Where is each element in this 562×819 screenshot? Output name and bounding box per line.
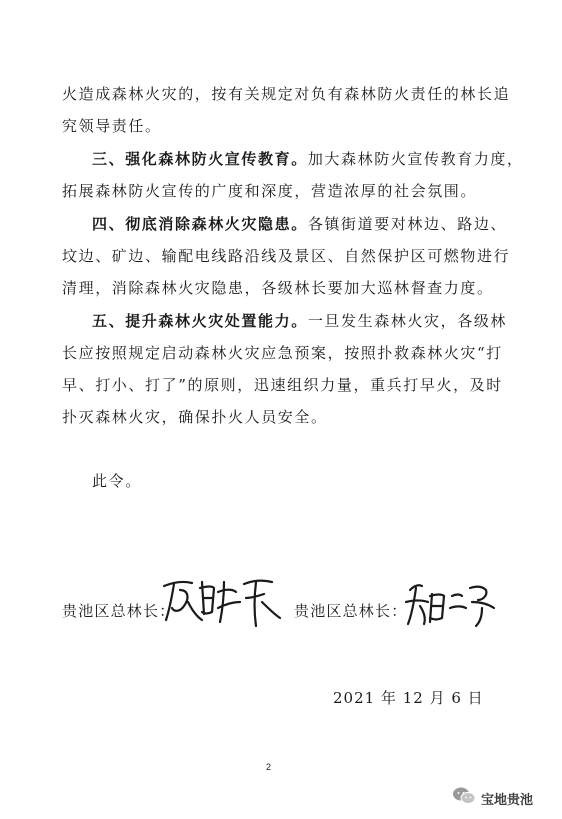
left-signature (158, 568, 288, 628)
left-signature-label: 贵池区总林长： (62, 602, 176, 620)
section-four (92, 214, 507, 234)
section-five (92, 311, 507, 331)
closing-text: 此令。 (92, 472, 142, 490)
paragraph-text: 一旦发生森林火灾，各级林 (307, 312, 508, 330)
watermark-text: 宝地贵池 (481, 792, 534, 808)
paragraph-text: 加大森林防火宣传教育力度， (307, 150, 524, 168)
paragraph-line: 火造成森林火灾的，按有关规定对负有森林防火责任的林长追 (62, 85, 511, 103)
paragraph-text: 各镇街道要对林边、路边、 (307, 215, 508, 233)
section-three (92, 149, 524, 169)
section-three-heading: 三、强化森林防火宣传教育。 (92, 150, 308, 168)
account-watermark (452, 786, 533, 810)
page-number: 2 (266, 762, 272, 772)
paragraph-line: 早、打小、打了”的原则，迅速组织力量，重兵打早火，及时 (62, 376, 503, 394)
document-date: 2021 年 12 月 6 日 (333, 689, 484, 707)
paragraph-line: 拓展森林防火宣传的广度和深度，营造浓厚的社会氛围。 (62, 182, 478, 200)
paragraph-line: 长应按照规定启动森林火灾应急预案，按照扑救森林火灾“打 (62, 344, 503, 362)
paragraph-line: 坟边、矿边、输配电线路沿线及景区、自然保护区可燃物进行 (62, 247, 511, 265)
paragraph-line: 清理，消除森林火灾隐患，各级林长要加大巡林督查力度。 (62, 279, 494, 297)
right-signature (402, 578, 504, 630)
right-signature-label: 贵池区总林长： (294, 602, 408, 620)
section-five-heading: 五、提升森林火灾处置能力。 (92, 312, 308, 330)
wechat-icon (452, 786, 476, 810)
paragraph-line: 究领导责任。 (62, 117, 162, 135)
section-four-heading: 四、彻底消除森林火灾隐患。 (92, 215, 308, 233)
paragraph-line: 扑灭森林火灾，确保扑火人员安全。 (62, 408, 328, 426)
